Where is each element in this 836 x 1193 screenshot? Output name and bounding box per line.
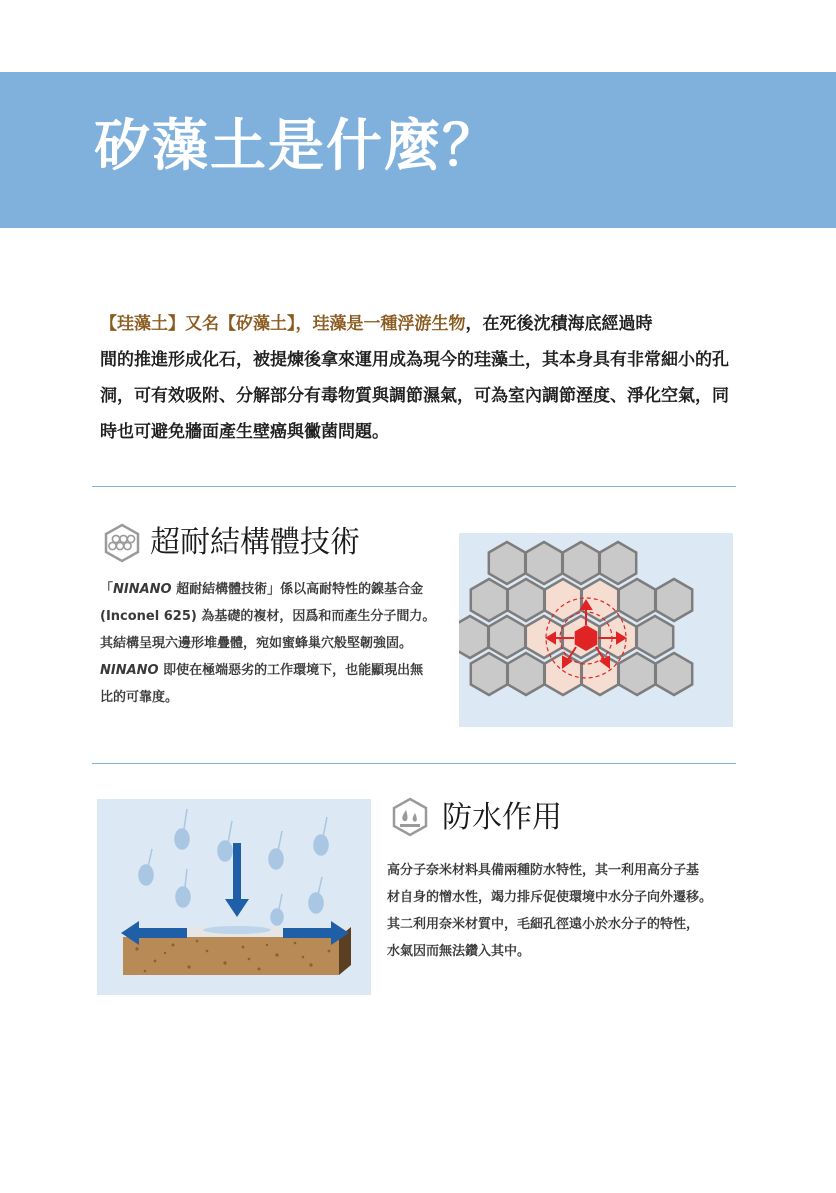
divider-1 bbox=[92, 486, 736, 487]
hex-cell bbox=[545, 579, 581, 621]
section1-line-2: (Inconel 625) 為基礎的複材，因爲和而產生分子間力。 bbox=[100, 609, 436, 624]
hex-cell bbox=[619, 579, 655, 621]
section1-body bbox=[100, 576, 450, 711]
hex-cell bbox=[508, 579, 544, 621]
section1-quote: 「 bbox=[100, 582, 114, 597]
hex-cell bbox=[563, 542, 599, 584]
hex-cell bbox=[582, 653, 618, 695]
section1-line-3: 其結構呈現六邊形堆疊體，宛如蜜蜂巢穴般堅韌強固。 bbox=[100, 636, 413, 651]
intro-line-1: ，在死後沈積海底經過時 bbox=[465, 314, 653, 334]
section2-body bbox=[387, 857, 747, 965]
hex-cell bbox=[637, 616, 673, 658]
section2-line-1: 高分子奈米材料具備兩種防水特性，其一利用高分子基 bbox=[387, 863, 700, 878]
section1-brand-1: NINANO bbox=[113, 582, 172, 597]
section1-brand-2: NINANO bbox=[100, 663, 159, 678]
hex-cell bbox=[656, 579, 692, 621]
section2-line-4: 水氣因而無法鑽入其中。 bbox=[387, 944, 531, 959]
hex-cell bbox=[656, 653, 692, 695]
section2-line-3: 其二利用奈米材質中，毛細孔徑遠小於水分子的特性， bbox=[387, 917, 700, 932]
intro-paragraph bbox=[100, 306, 730, 450]
honeycomb-icon bbox=[102, 523, 142, 563]
hex-cell bbox=[508, 653, 544, 695]
intro-line-4: 時也可避免牆面產生壁癌與黴菌問題。 bbox=[100, 422, 389, 442]
honeycomb-illustration bbox=[459, 533, 733, 727]
hex-cell bbox=[471, 653, 507, 695]
waterproof-illustration bbox=[97, 799, 371, 995]
hex-cell bbox=[582, 579, 618, 621]
intro-highlight: 【珪藻土】又名【矽藻土】，珪藻是一種浮游生物 bbox=[100, 314, 466, 334]
divider-2 bbox=[92, 763, 736, 764]
section1-line-1: 超耐結構體技術」係以高耐特性的鎳基合金 bbox=[171, 582, 424, 597]
hex-cell bbox=[526, 542, 562, 584]
section1-line-4: 即使在極端惡劣的工作環境下，也能顯現出無 bbox=[158, 663, 424, 678]
hex-cell bbox=[489, 616, 525, 658]
hex-cell bbox=[600, 542, 636, 584]
hex-cell bbox=[471, 579, 507, 621]
intro-line-2: 間的推進形成化石，被提煉後拿來運用成為現今的珪藻土，其本身具有非常細小的孔 bbox=[100, 350, 729, 370]
section2-line-2: 材自身的憎水性，竭力排斥促使環境中水分子向外遷移。 bbox=[387, 890, 713, 905]
section2-title: 防水作用 bbox=[442, 800, 562, 835]
section1-line-5: 比的可靠度。 bbox=[100, 690, 179, 705]
hex-cell bbox=[619, 653, 655, 695]
header-banner bbox=[0, 72, 836, 228]
intro-line-3: 洞，可有效吸附、分解部分有毒物質與調節濕氣，可為室內調節溼度、淨化空氣，同 bbox=[100, 386, 729, 406]
hex-cell bbox=[489, 542, 525, 584]
water-drop-icon bbox=[390, 797, 430, 837]
page-title: 矽藻土是什麼？ bbox=[94, 114, 500, 179]
section1-title: 超耐結構體技術 bbox=[150, 525, 360, 560]
